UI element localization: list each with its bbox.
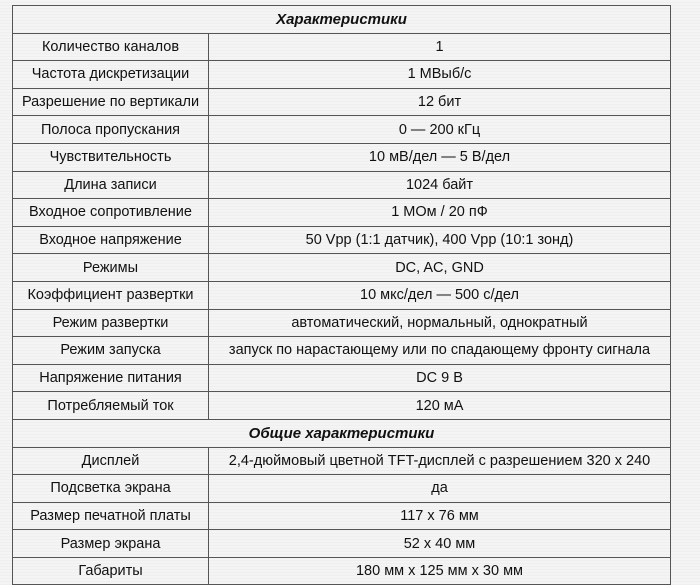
table-row: [13, 475, 671, 503]
table-row: [13, 254, 671, 282]
spec-value: 0 — 200 кГц: [209, 116, 671, 144]
spec-value: запуск по нарастающему или по спадающему фронту сигнала: [209, 337, 671, 365]
spec-value: 1 МВыб/с: [209, 61, 671, 89]
table-row: [13, 226, 671, 254]
spec-label: Полоса пропускания: [13, 116, 209, 144]
spec-label: Частота дискретизации: [13, 61, 209, 89]
spec-label: Разрешение по вертикали: [13, 88, 209, 116]
spec-value: 12 бит: [209, 88, 671, 116]
spec-value: автоматический, нормальный, однократный: [209, 309, 671, 337]
spec-label: Режимы: [13, 254, 209, 282]
table-row: [13, 557, 671, 585]
spec-value: DC 9 В: [209, 364, 671, 392]
spec-label: Входное напряжение: [13, 226, 209, 254]
table-row: [13, 309, 671, 337]
spec-label: Размер печатной платы: [13, 502, 209, 530]
table-row: [13, 199, 671, 227]
table-row: [13, 447, 671, 475]
spec-label: Дисплей: [13, 447, 209, 475]
specifications-table: [12, 5, 671, 585]
spec-value: 1 МОм / 20 пФ: [209, 199, 671, 227]
table-row: [13, 116, 671, 144]
table-row: [13, 143, 671, 171]
table-row: [13, 61, 671, 89]
spec-value: 1024 байт: [209, 171, 671, 199]
spec-label: Длина записи: [13, 171, 209, 199]
section-title: Общие характеристики: [13, 419, 671, 447]
table-row: [13, 33, 671, 61]
spec-value: 2,4-дюймовый цветной TFT-дисплей с разрешением 320 x 240: [209, 447, 671, 475]
spec-value: DC, AC, GND: [209, 254, 671, 282]
spec-value: 50 Vpp (1:1 датчик), 400 Vpp (10:1 зонд): [209, 226, 671, 254]
table-row: [13, 281, 671, 309]
spec-value: 117 x 76 мм: [209, 502, 671, 530]
spec-value: 52 x 40 мм: [209, 530, 671, 558]
table-row: [13, 364, 671, 392]
section-header-general: [13, 419, 671, 447]
table-row: [13, 530, 671, 558]
spec-label: Коэффициент развертки: [13, 281, 209, 309]
spec-value: 10 мВ/дел — 5 В/дел: [209, 143, 671, 171]
table-row: [13, 171, 671, 199]
spec-label: Чувствительность: [13, 143, 209, 171]
spec-label: Входное сопротивление: [13, 199, 209, 227]
table-row: [13, 392, 671, 420]
spec-label: Режим развертки: [13, 309, 209, 337]
spec-label: Режим запуска: [13, 337, 209, 365]
spec-label: Количество каналов: [13, 33, 209, 61]
spec-label: Размер экрана: [13, 530, 209, 558]
spec-value: 180 мм x 125 мм x 30 мм: [209, 557, 671, 585]
table-row: [13, 502, 671, 530]
table-row: [13, 337, 671, 365]
spec-value: да: [209, 475, 671, 503]
spec-label: Напряжение питания: [13, 364, 209, 392]
table-row: [13, 88, 671, 116]
section-header-characteristics: [13, 6, 671, 34]
spec-label: Потребляемый ток: [13, 392, 209, 420]
spec-label: Габариты: [13, 557, 209, 585]
spec-value: 1: [209, 33, 671, 61]
section-title: Характеристики: [13, 6, 671, 34]
spec-value: 10 мкс/дел — 500 с/дел: [209, 281, 671, 309]
spec-value: 120 мА: [209, 392, 671, 420]
spec-label: Подсветка экрана: [13, 475, 209, 503]
